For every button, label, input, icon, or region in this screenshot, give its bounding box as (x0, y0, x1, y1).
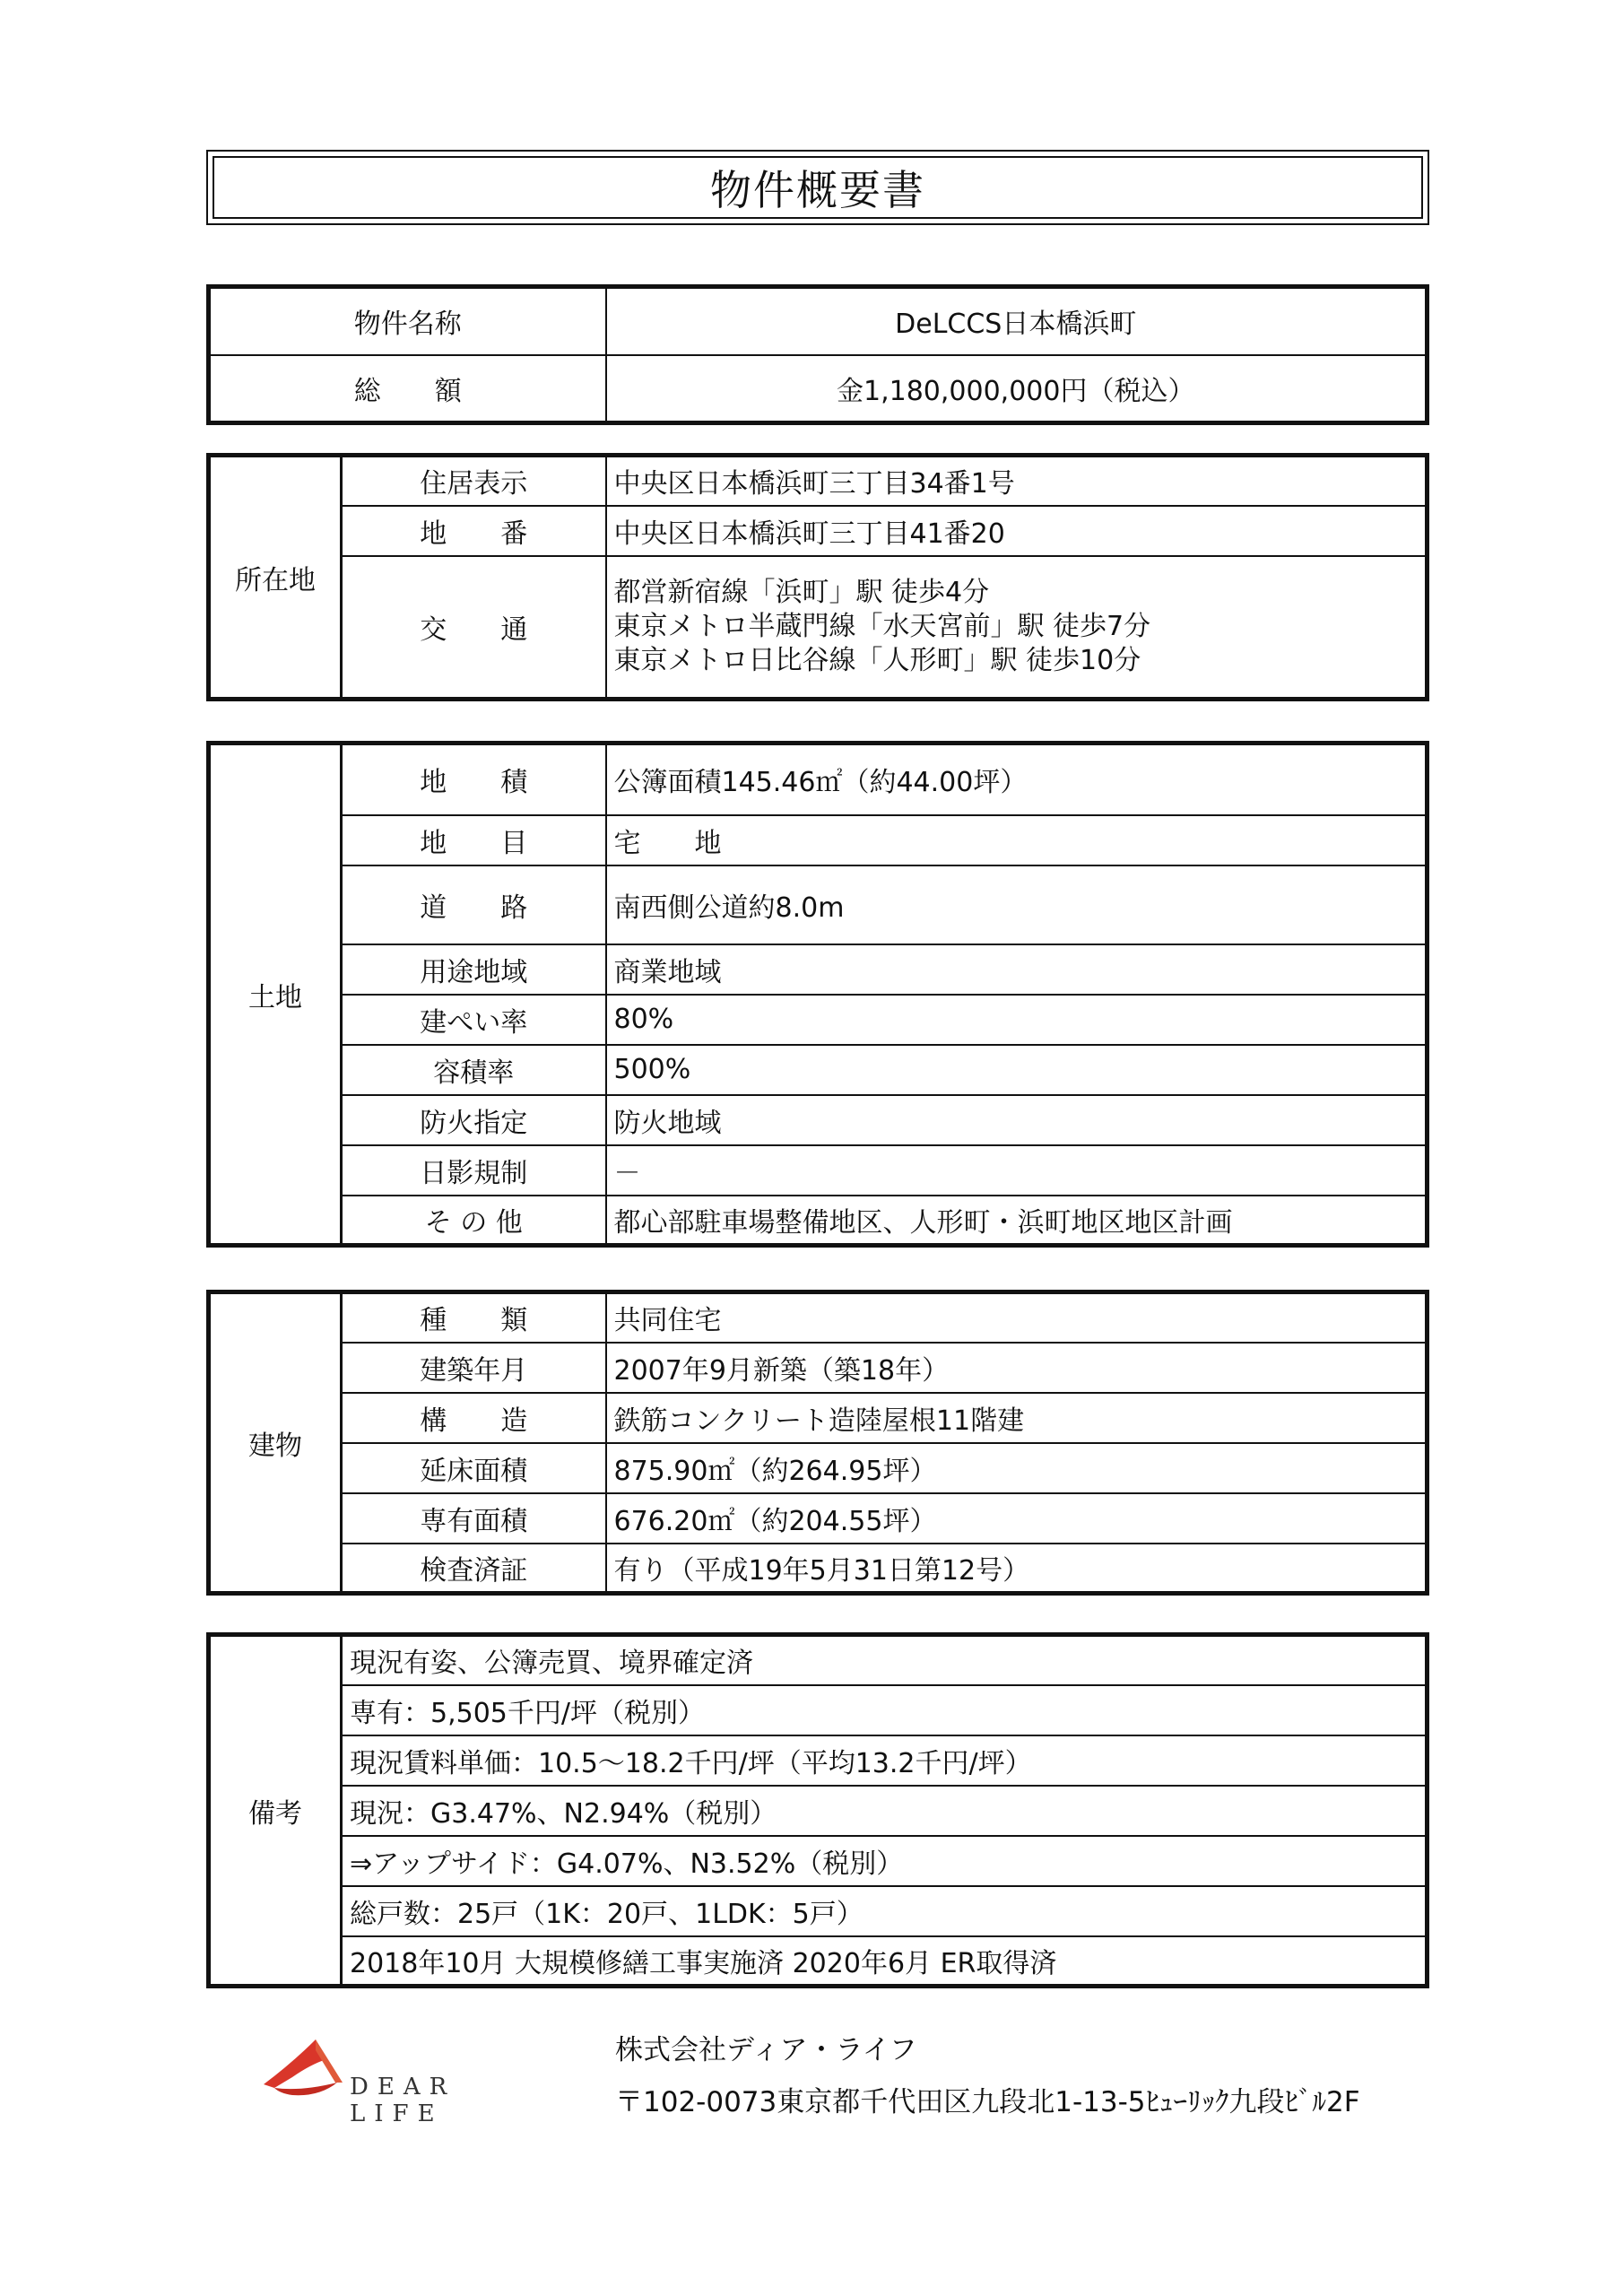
land-label: 用途地域 (342, 944, 606, 995)
land-value: － (606, 1145, 1428, 1196)
title-box (206, 150, 1429, 225)
land-value: 宅 地 (606, 815, 1428, 865)
land-table (206, 741, 1429, 1248)
remarks-line: ⇒アップサイド：G4.07%、N3.52%（税別） (342, 1836, 1428, 1886)
remarks-group-label: 備考 (209, 1635, 342, 1987)
land-value: 500% (606, 1045, 1428, 1095)
land-value: 商業地域 (606, 944, 1428, 995)
building-value: 鉄筋コンクリート造陸屋根11階建 (606, 1393, 1428, 1443)
land-label: 道 路 (342, 865, 606, 944)
location-value: 中央区日本橋浜町三丁目34番1号 (606, 456, 1428, 506)
building-value: 共同住宅 (606, 1292, 1428, 1343)
remarks-line: 2018年10月 大規模修繕工事実施済 2020年6月 ER取得済 (342, 1936, 1428, 1987)
transit-line: 東京メトロ日比谷線「人形町」駅 徒歩10分 (613, 644, 1141, 676)
land-value: 80% (606, 995, 1428, 1045)
land-label: 建ぺい率 (342, 995, 606, 1045)
building-label: 検査済証 (342, 1544, 606, 1594)
property-name-label: 物件名称 (209, 287, 606, 355)
building-label: 構 造 (342, 1393, 606, 1443)
land-label: 防火指定 (342, 1095, 606, 1145)
location-group-label: 所在地 (209, 456, 342, 700)
land-label: 地 目 (342, 815, 606, 865)
location-label: 住居表示 (342, 456, 606, 506)
land-label: そ の 他 (342, 1196, 606, 1246)
land-value: 南西側公道約8.0m (606, 865, 1428, 944)
land-label: 日影規制 (342, 1145, 606, 1196)
land-value: 都心部駐車場整備地区、人形町・浜町地区地区計画 (606, 1196, 1428, 1246)
remarks-line: 総戸数：25戸（1K：20戸、1LDK：5戸） (342, 1886, 1428, 1936)
total-price-value: 金1,180,000,000円（税込） (606, 355, 1428, 423)
logo-mark-icon (256, 2038, 364, 2100)
land-value: 防火地域 (606, 1095, 1428, 1145)
summary-table (206, 284, 1429, 425)
building-label: 延床面積 (342, 1443, 606, 1493)
location-value: 中央区日本橋浜町三丁目41番20 (606, 506, 1428, 556)
building-value: 有り（平成19年5月31日第12号） (606, 1544, 1428, 1594)
dear-life-logo (256, 2038, 561, 2127)
building-label: 種 類 (342, 1292, 606, 1343)
company-name: 株式会社ディア・ライフ (615, 2034, 917, 2066)
transit-value (606, 556, 1428, 700)
land-group-label: 土地 (209, 744, 342, 1246)
building-value: 2007年9月新築（築18年） (606, 1343, 1428, 1393)
building-label: 専有面積 (342, 1493, 606, 1544)
building-label: 建築年月 (342, 1343, 606, 1393)
building-group-label: 建物 (209, 1292, 342, 1594)
remarks-line: 現況有姿、公簿売買、境界確定済 (342, 1635, 1428, 1685)
location-label: 地 番 (342, 506, 606, 556)
property-name-value: DeLCCS日本橋浜町 (606, 287, 1428, 355)
remarks-line: 専有：5,505千円/坪（税別） (342, 1685, 1428, 1735)
transit-line: 都営新宿線「浜町」駅 徒歩4分 (613, 576, 990, 608)
remarks-table (206, 1632, 1429, 1988)
land-value: 公簿面積145.46㎡（約44.00坪） (606, 744, 1428, 815)
company-address: 〒102-0073東京都千代田区九段北1-13-5ﾋｭｰﾘｯｸ九段ﾋﾞﾙ2F (615, 2086, 1360, 2118)
document-title: 物件概要書 (213, 156, 1423, 219)
total-price-label: 総 額 (209, 355, 606, 423)
transit-line: 東京メトロ半蔵門線「水天宮前」駅 徒歩7分 (613, 610, 1151, 642)
remarks-line: 現況賃料単価：10.5～18.2千円/坪（平均13.2千円/坪） (342, 1735, 1428, 1786)
remarks-line: 現況：G3.47%、N2.94%（税別） (342, 1786, 1428, 1836)
transit-label: 交 通 (342, 556, 606, 700)
location-table (206, 453, 1429, 701)
building-value: 676.20㎡（約204.55坪） (606, 1493, 1428, 1544)
building-table (206, 1290, 1429, 1596)
building-value: 875.90㎡（約264.95坪） (606, 1443, 1428, 1493)
land-label: 容積率 (342, 1045, 606, 1095)
logo-text: DEAR LIFE (350, 2074, 456, 2127)
land-label: 地 積 (342, 744, 606, 815)
